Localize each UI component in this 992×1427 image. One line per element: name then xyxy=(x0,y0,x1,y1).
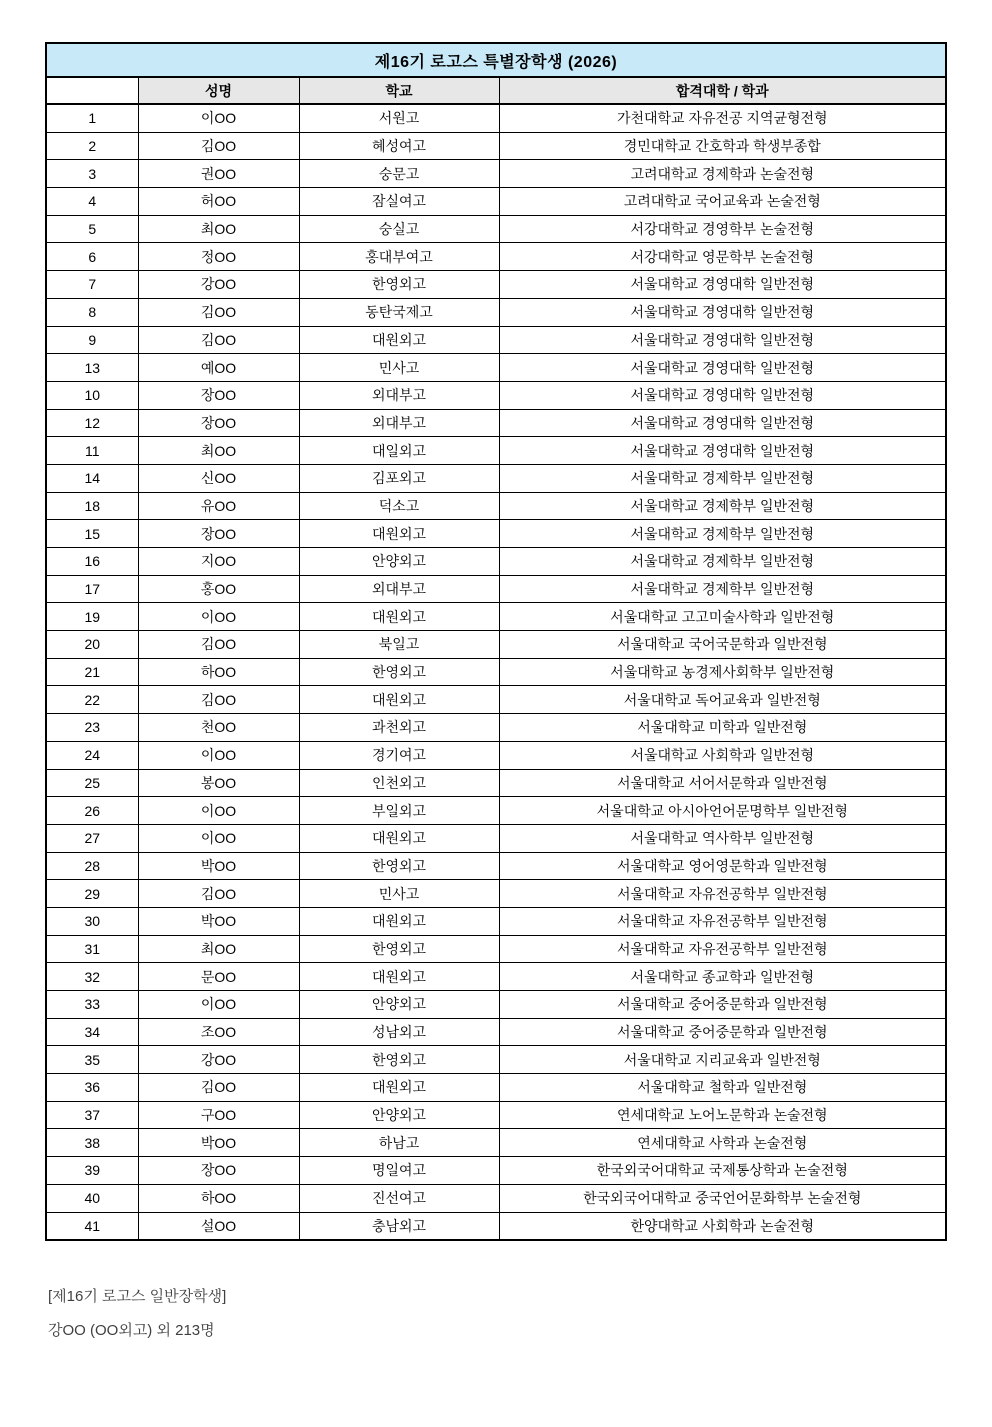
cell-school: 덕소고 xyxy=(299,492,499,520)
cell-number: 26 xyxy=(46,797,138,825)
cell-number: 15 xyxy=(46,520,138,548)
table-row xyxy=(46,464,946,492)
table-row xyxy=(46,1018,946,1046)
cell-name: 권OO xyxy=(138,160,299,188)
table-row xyxy=(46,437,946,465)
table-row xyxy=(46,160,946,188)
cell-number: 29 xyxy=(46,880,138,908)
table-row xyxy=(46,271,946,299)
table-row xyxy=(46,658,946,686)
table-title: 제16기 로고스 특별장학생 (2026) xyxy=(46,43,946,77)
cell-university: 서울대학교 경영대학 일반전형 xyxy=(499,437,946,465)
cell-name: 이OO xyxy=(138,603,299,631)
cell-university: 연세대학교 노어노문학과 논술전형 xyxy=(499,1101,946,1129)
footer-general-scholars-heading: [제16기 로고스 일반장학생] xyxy=(48,1288,227,1305)
header-school: 학교 xyxy=(299,77,499,104)
cell-name: 봉OO xyxy=(138,769,299,797)
cell-name: 강OO xyxy=(138,1046,299,1074)
cell-number: 41 xyxy=(46,1212,138,1240)
cell-school: 하남고 xyxy=(299,1129,499,1157)
table-row xyxy=(46,991,946,1019)
cell-university: 한국외국어대학교 중국언어문화학부 논술전형 xyxy=(499,1184,946,1212)
cell-school: 북일고 xyxy=(299,631,499,659)
table-row xyxy=(46,215,946,243)
cell-name: 홍OO xyxy=(138,575,299,603)
cell-number: 8 xyxy=(46,298,138,326)
cell-name: 김OO xyxy=(138,686,299,714)
cell-university: 서울대학교 중어중문학과 일반전형 xyxy=(499,991,946,1019)
cell-school: 김포외고 xyxy=(299,464,499,492)
cell-university: 서울대학교 종교학과 일반전형 xyxy=(499,963,946,991)
cell-university: 고려대학교 경제학과 논술전형 xyxy=(499,160,946,188)
table-row xyxy=(46,1129,946,1157)
cell-university: 서울대학교 철학과 일반전형 xyxy=(499,1074,946,1102)
cell-school: 한영외고 xyxy=(299,852,499,880)
cell-school: 인천외고 xyxy=(299,769,499,797)
cell-university: 서울대학교 서어서문학과 일반전형 xyxy=(499,769,946,797)
cell-school: 부일외고 xyxy=(299,797,499,825)
cell-university: 서울대학교 중어중문학과 일반전형 xyxy=(499,1018,946,1046)
cell-number: 22 xyxy=(46,686,138,714)
cell-name: 천OO xyxy=(138,714,299,742)
header-blank xyxy=(46,77,138,104)
cell-university: 가천대학교 자유전공 지역균형전형 xyxy=(499,104,946,132)
cell-number: 4 xyxy=(46,188,138,216)
cell-name: 정OO xyxy=(138,243,299,271)
cell-school: 대원외고 xyxy=(299,520,499,548)
cell-university: 한양대학교 사회학과 논술전형 xyxy=(499,1212,946,1240)
cell-university: 서울대학교 국어국문학과 일반전형 xyxy=(499,631,946,659)
cell-name: 장OO xyxy=(138,520,299,548)
table-row xyxy=(46,1046,946,1074)
table-row xyxy=(46,1157,946,1185)
cell-school: 대원외고 xyxy=(299,603,499,631)
cell-university: 서울대학교 경영대학 일반전형 xyxy=(499,271,946,299)
table-row xyxy=(46,686,946,714)
cell-school: 충남외고 xyxy=(299,1212,499,1240)
cell-school: 대원외고 xyxy=(299,1074,499,1102)
cell-number: 1 xyxy=(46,104,138,132)
cell-name: 김OO xyxy=(138,1074,299,1102)
cell-school: 민사고 xyxy=(299,880,499,908)
cell-school: 서원고 xyxy=(299,104,499,132)
table-row xyxy=(46,575,946,603)
table-row xyxy=(46,1101,946,1129)
cell-university: 고려대학교 국어교육과 논술전형 xyxy=(499,188,946,216)
cell-name: 문OO xyxy=(138,963,299,991)
cell-number: 37 xyxy=(46,1101,138,1129)
cell-number: 17 xyxy=(46,575,138,603)
cell-number: 35 xyxy=(46,1046,138,1074)
cell-university: 서울대학교 경제학부 일반전형 xyxy=(499,548,946,576)
cell-school: 홍대부여고 xyxy=(299,243,499,271)
cell-name: 김OO xyxy=(138,298,299,326)
table-row xyxy=(46,797,946,825)
cell-school: 혜성여고 xyxy=(299,132,499,160)
cell-university: 서울대학교 사회학과 일반전형 xyxy=(499,741,946,769)
cell-number: 23 xyxy=(46,714,138,742)
cell-school: 외대부고 xyxy=(299,381,499,409)
cell-name: 이OO xyxy=(138,104,299,132)
cell-name: 조OO xyxy=(138,1018,299,1046)
cell-university: 서강대학교 경영학부 논술전형 xyxy=(499,215,946,243)
table-row xyxy=(46,1074,946,1102)
cell-number: 25 xyxy=(46,769,138,797)
scholarship-table xyxy=(45,42,947,1241)
cell-name: 하OO xyxy=(138,658,299,686)
cell-name: 구OO xyxy=(138,1101,299,1129)
cell-school: 한영외고 xyxy=(299,1046,499,1074)
cell-school: 대원외고 xyxy=(299,963,499,991)
cell-name: 지OO xyxy=(138,548,299,576)
table-row xyxy=(46,852,946,880)
cell-school: 대원외고 xyxy=(299,686,499,714)
cell-number: 11 xyxy=(46,437,138,465)
cell-school: 한영외고 xyxy=(299,658,499,686)
cell-name: 김OO xyxy=(138,880,299,908)
cell-university: 서울대학교 미학과 일반전형 xyxy=(499,714,946,742)
table-row xyxy=(46,409,946,437)
cell-name: 예OO xyxy=(138,354,299,382)
cell-name: 유OO xyxy=(138,492,299,520)
table-row xyxy=(46,326,946,354)
cell-number: 38 xyxy=(46,1129,138,1157)
cell-school: 명일여고 xyxy=(299,1157,499,1185)
table-row xyxy=(46,548,946,576)
cell-school: 대원외고 xyxy=(299,907,499,935)
cell-number: 13 xyxy=(46,354,138,382)
cell-university: 서울대학교 경영대학 일반전형 xyxy=(499,354,946,382)
cell-number: 9 xyxy=(46,326,138,354)
table-header-row xyxy=(46,77,946,104)
cell-number: 10 xyxy=(46,381,138,409)
cell-name: 김OO xyxy=(138,631,299,659)
cell-school: 숭실고 xyxy=(299,215,499,243)
table-row xyxy=(46,520,946,548)
cell-school: 한영외고 xyxy=(299,935,499,963)
cell-name: 이OO xyxy=(138,824,299,852)
cell-school: 대원외고 xyxy=(299,326,499,354)
cell-number: 21 xyxy=(46,658,138,686)
cell-number: 31 xyxy=(46,935,138,963)
cell-number: 30 xyxy=(46,907,138,935)
cell-school: 동탄국제고 xyxy=(299,298,499,326)
cell-university: 서울대학교 경제학부 일반전형 xyxy=(499,520,946,548)
cell-university: 서울대학교 경영대학 일반전형 xyxy=(499,298,946,326)
cell-name: 장OO xyxy=(138,409,299,437)
cell-number: 40 xyxy=(46,1184,138,1212)
cell-university: 서울대학교 아시아언어문명학부 일반전형 xyxy=(499,797,946,825)
cell-number: 14 xyxy=(46,464,138,492)
cell-number: 3 xyxy=(46,160,138,188)
cell-school: 잠실여고 xyxy=(299,188,499,216)
cell-number: 19 xyxy=(46,603,138,631)
cell-school: 대원외고 xyxy=(299,824,499,852)
cell-number: 34 xyxy=(46,1018,138,1046)
table-row xyxy=(46,907,946,935)
cell-university: 서울대학교 지리교육과 일반전형 xyxy=(499,1046,946,1074)
table-row xyxy=(46,741,946,769)
cell-number: 2 xyxy=(46,132,138,160)
table-row xyxy=(46,492,946,520)
cell-university: 서울대학교 경영대학 일반전형 xyxy=(499,409,946,437)
footer-general-scholars-count: 강OO (OO외고) 외 213명 xyxy=(48,1322,215,1339)
cell-name: 박OO xyxy=(138,852,299,880)
table-row xyxy=(46,880,946,908)
table-row xyxy=(46,631,946,659)
cell-number: 6 xyxy=(46,243,138,271)
footer-note xyxy=(48,1280,226,1348)
header-name: 성명 xyxy=(138,77,299,104)
cell-number: 18 xyxy=(46,492,138,520)
cell-name: 이OO xyxy=(138,991,299,1019)
cell-number: 7 xyxy=(46,271,138,299)
cell-university: 서울대학교 경영대학 일반전형 xyxy=(499,381,946,409)
cell-university: 연세대학교 사학과 논술전형 xyxy=(499,1129,946,1157)
cell-university: 서울대학교 경영대학 일반전형 xyxy=(499,326,946,354)
header-university-department: 합격대학 / 학과 xyxy=(499,77,946,104)
cell-university: 서울대학교 자유전공학부 일반전형 xyxy=(499,935,946,963)
cell-number: 20 xyxy=(46,631,138,659)
cell-university: 서울대학교 역사학부 일반전형 xyxy=(499,824,946,852)
cell-name: 하OO xyxy=(138,1184,299,1212)
cell-number: 28 xyxy=(46,852,138,880)
table-row xyxy=(46,935,946,963)
cell-number: 24 xyxy=(46,741,138,769)
cell-school: 숭문고 xyxy=(299,160,499,188)
cell-name: 장OO xyxy=(138,1157,299,1185)
cell-school: 대일외고 xyxy=(299,437,499,465)
cell-university: 서울대학교 경제학부 일반전형 xyxy=(499,575,946,603)
cell-university: 서울대학교 자유전공학부 일반전형 xyxy=(499,880,946,908)
cell-school: 안양외고 xyxy=(299,548,499,576)
cell-university: 서울대학교 독어교육과 일반전형 xyxy=(499,686,946,714)
cell-school: 경기여고 xyxy=(299,741,499,769)
cell-school: 민사고 xyxy=(299,354,499,382)
cell-name: 이OO xyxy=(138,741,299,769)
cell-university: 서울대학교 영어영문학과 일반전형 xyxy=(499,852,946,880)
table-row xyxy=(46,188,946,216)
cell-school: 외대부고 xyxy=(299,409,499,437)
cell-number: 32 xyxy=(46,963,138,991)
table-row xyxy=(46,132,946,160)
cell-name: 허OO xyxy=(138,188,299,216)
cell-name: 박OO xyxy=(138,907,299,935)
cell-school: 진선여고 xyxy=(299,1184,499,1212)
cell-number: 16 xyxy=(46,548,138,576)
cell-school: 과천외고 xyxy=(299,714,499,742)
cell-university: 한국외국어대학교 국제통상학과 논술전형 xyxy=(499,1157,946,1185)
table-row xyxy=(46,714,946,742)
table-title-row xyxy=(46,43,946,77)
table-row xyxy=(46,354,946,382)
table-row xyxy=(46,243,946,271)
table-row xyxy=(46,104,946,132)
cell-name: 설OO xyxy=(138,1212,299,1240)
table-row xyxy=(46,963,946,991)
cell-name: 강OO xyxy=(138,271,299,299)
cell-university: 서강대학교 영문학부 논술전형 xyxy=(499,243,946,271)
cell-university: 서울대학교 농경제사회학부 일반전형 xyxy=(499,658,946,686)
cell-name: 최OO xyxy=(138,935,299,963)
cell-number: 39 xyxy=(46,1157,138,1185)
cell-name: 박OO xyxy=(138,1129,299,1157)
cell-school: 성남외고 xyxy=(299,1018,499,1046)
cell-school: 한영외고 xyxy=(299,271,499,299)
cell-school: 안양외고 xyxy=(299,1101,499,1129)
cell-university: 서울대학교 고고미술사학과 일반전형 xyxy=(499,603,946,631)
cell-number: 5 xyxy=(46,215,138,243)
cell-number: 12 xyxy=(46,409,138,437)
table-row xyxy=(46,769,946,797)
cell-name: 이OO xyxy=(138,797,299,825)
table-row xyxy=(46,1212,946,1240)
cell-number: 33 xyxy=(46,991,138,1019)
cell-school: 외대부고 xyxy=(299,575,499,603)
table-body xyxy=(46,104,946,1240)
cell-university: 서울대학교 경제학부 일반전형 xyxy=(499,464,946,492)
table-row xyxy=(46,824,946,852)
cell-university: 서울대학교 자유전공학부 일반전형 xyxy=(499,907,946,935)
table-row xyxy=(46,381,946,409)
cell-name: 장OO xyxy=(138,381,299,409)
cell-name: 최OO xyxy=(138,215,299,243)
cell-name: 김OO xyxy=(138,326,299,354)
cell-name: 최OO xyxy=(138,437,299,465)
table-row xyxy=(46,603,946,631)
cell-university: 경민대학교 간호학과 학생부종합 xyxy=(499,132,946,160)
cell-name: 신OO xyxy=(138,464,299,492)
table-row xyxy=(46,1184,946,1212)
cell-school: 안양외고 xyxy=(299,991,499,1019)
cell-number: 36 xyxy=(46,1074,138,1102)
cell-name: 김OO xyxy=(138,132,299,160)
cell-number: 27 xyxy=(46,824,138,852)
table-row xyxy=(46,298,946,326)
cell-university: 서울대학교 경제학부 일반전형 xyxy=(499,492,946,520)
